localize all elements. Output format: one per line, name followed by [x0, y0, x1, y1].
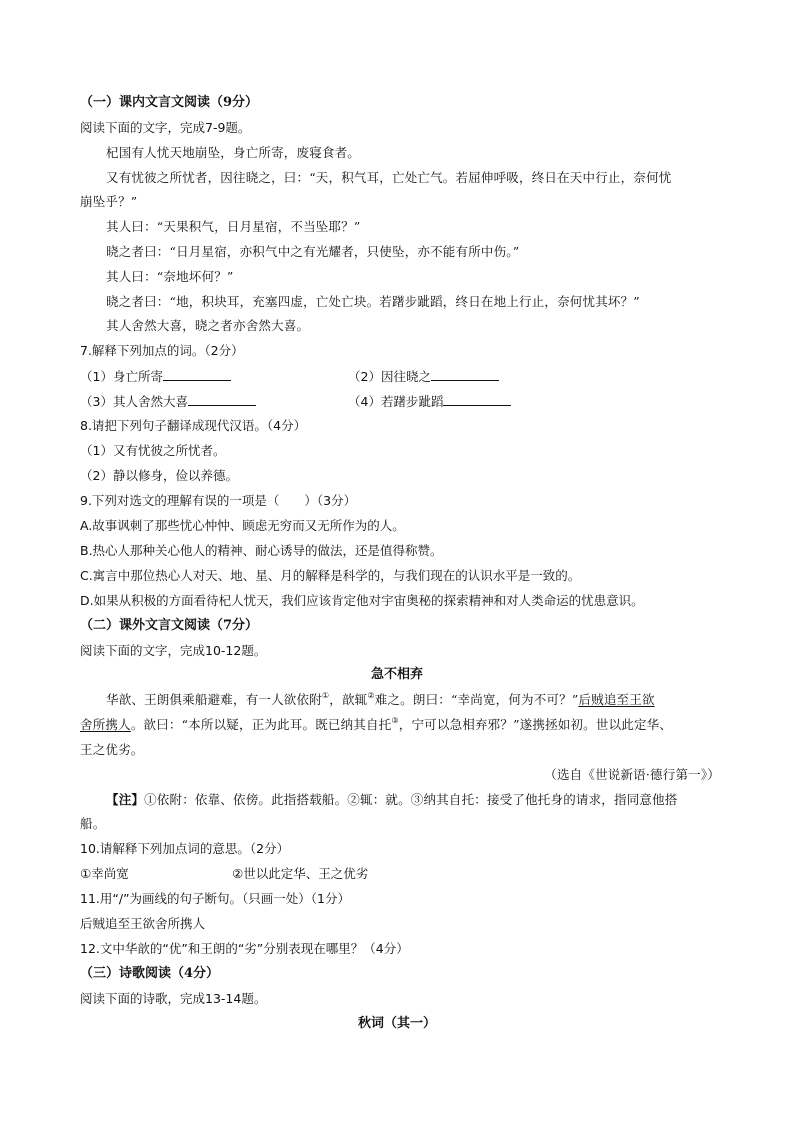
passage-1-para-2b: 崩坠乎？”: [80, 194, 138, 209]
answer-blank[interactable]: [443, 393, 511, 406]
answer-blank[interactable]: [188, 393, 256, 406]
question-8-item-1: （1）又有忧彼之所忧者。: [80, 443, 226, 458]
question-11-stem: 11.用“/”为画线的句子断句。（只画一处）（1分）: [80, 891, 350, 906]
underlined-sentence: 后贼追至王欲: [578, 692, 655, 707]
passage-2-line-1: 华歆、王朗俱乘船避难，有一人欲依附①，歆辄②难之。朗曰：“幸尚宽，何为不可？”后贼追至王欲: [106, 691, 655, 707]
question-7-stem: 7.解释下列加点的词。（2分）: [80, 343, 244, 358]
passage-1-para-5: 其人曰：“奈地坏何？”: [106, 269, 234, 284]
passage-1-para-2a: 又有忧彼之所忧者，因往晓之，曰：“天，积气耳，亡处亡气。若屈伸呼吸，终日在天中行止，奈何忧: [106, 170, 672, 185]
question-9-option-a: A.故事讽刺了那些忧心忡忡、顾虑无穷而又无所作为的人。: [80, 518, 405, 533]
section-1-instruction: 阅读下面的文字，完成7-9题。: [80, 120, 251, 135]
poem-title: 秋词（其一）: [357, 1016, 436, 1031]
underlined-sentence-end: 舍所携人: [80, 717, 131, 732]
section-3-instruction: 阅读下面的诗歌，完成13-14题。: [80, 991, 267, 1006]
answer-blank[interactable]: [163, 368, 231, 381]
passage-2-note-cont: 船。: [80, 816, 106, 831]
question-10-stem: 10.请解释下列加点词的意思。（2分）: [80, 841, 290, 856]
passage-2-source: （选自《世说新语·德行第一》）: [544, 767, 720, 782]
question-8-stem: 8.请把下列句子翻译成现代汉语。（4分）: [80, 418, 307, 433]
passage-2-line-2: 舍所携人。歆曰：“本所以疑，正为此耳。既已纳其自托③，宁可以急相弃邪？”遂携拯如初。世以此定华、: [80, 716, 673, 732]
question-10-item-1: ①幸尚宽: [80, 866, 129, 881]
question-9-stem: 9.下列对选文的理解有误的一项是（ ）（3分）: [80, 493, 357, 508]
question-8-item-2: （2）静以修身，俭以养德。: [80, 468, 238, 483]
section-3-title: （三）诗歌阅读（4分）: [80, 966, 220, 981]
passage-2-line-3: 王之优劣。: [80, 742, 144, 757]
passage-1-para-4: 晓之者曰：“日月星宿，亦积气中之有光耀者，只使坠，亦不能有所中伤。”: [106, 244, 520, 259]
passage-2-note: 【注】①依附：依靠、依傍。此指搭载船。②辄：就。③纳其自托：接受了他托身的请求，指同意他搭: [106, 792, 678, 807]
passage-1-para-6: 晓之者曰：“地，积块耳，充塞四虚，亡处亡块。若躇步跐蹈，终日在地上行止，奈何忧其坏？”: [106, 294, 640, 309]
question-12-stem: 12.文中华歆的“优”和王朗的“劣”分别表现在哪里？（4分）: [80, 941, 409, 956]
question-7-item-2: （2）因往晓之: [348, 368, 499, 385]
question-9-option-c: C.寓言中那位热心人对天、地、星、月的解释是科学的，与我们现在的认识水平是一致的。: [80, 568, 581, 583]
question-7-item-3: （3）其人舍然大喜: [80, 393, 256, 410]
question-9-option-d: D.如果从积极的方面看待杞人忧天，我们应该肯定他对宇宙奥秘的探索精神和对人类命运的忧患意识。: [80, 593, 644, 608]
question-10-item-2: ②世以此定华、王之优劣: [232, 866, 369, 881]
passage-1-para-7: 其人舍然大喜，晓之者亦舍然大喜。: [106, 318, 310, 333]
section-2-title: （二）课外文言文阅读（7分）: [80, 618, 259, 633]
passage-1-para-1: 杞国有人忧天地崩坠，身亡所寄，废寝食者。: [106, 145, 361, 160]
answer-blank[interactable]: [431, 368, 499, 381]
question-9-option-b: B.热心人那种关心他人的精神、耐心诱导的做法，还是值得称赞。: [80, 543, 443, 558]
section-2-instruction: 阅读下面的文字，完成10-12题。: [80, 643, 267, 658]
question-7-item-1: （1）身亡所寄: [80, 368, 231, 385]
section-1-title: （一）课内文言文阅读（9分）: [80, 95, 259, 110]
question-11-sentence: 后贼追至王欲舍所携人: [80, 916, 206, 931]
question-7-item-4: （4）若躇步跐蹈: [348, 393, 511, 410]
passage-1-para-3: 其人曰：“天果积气，日月星宿，不当坠耶？”: [106, 219, 361, 234]
passage-2-heading: 急不相弃: [370, 667, 423, 682]
